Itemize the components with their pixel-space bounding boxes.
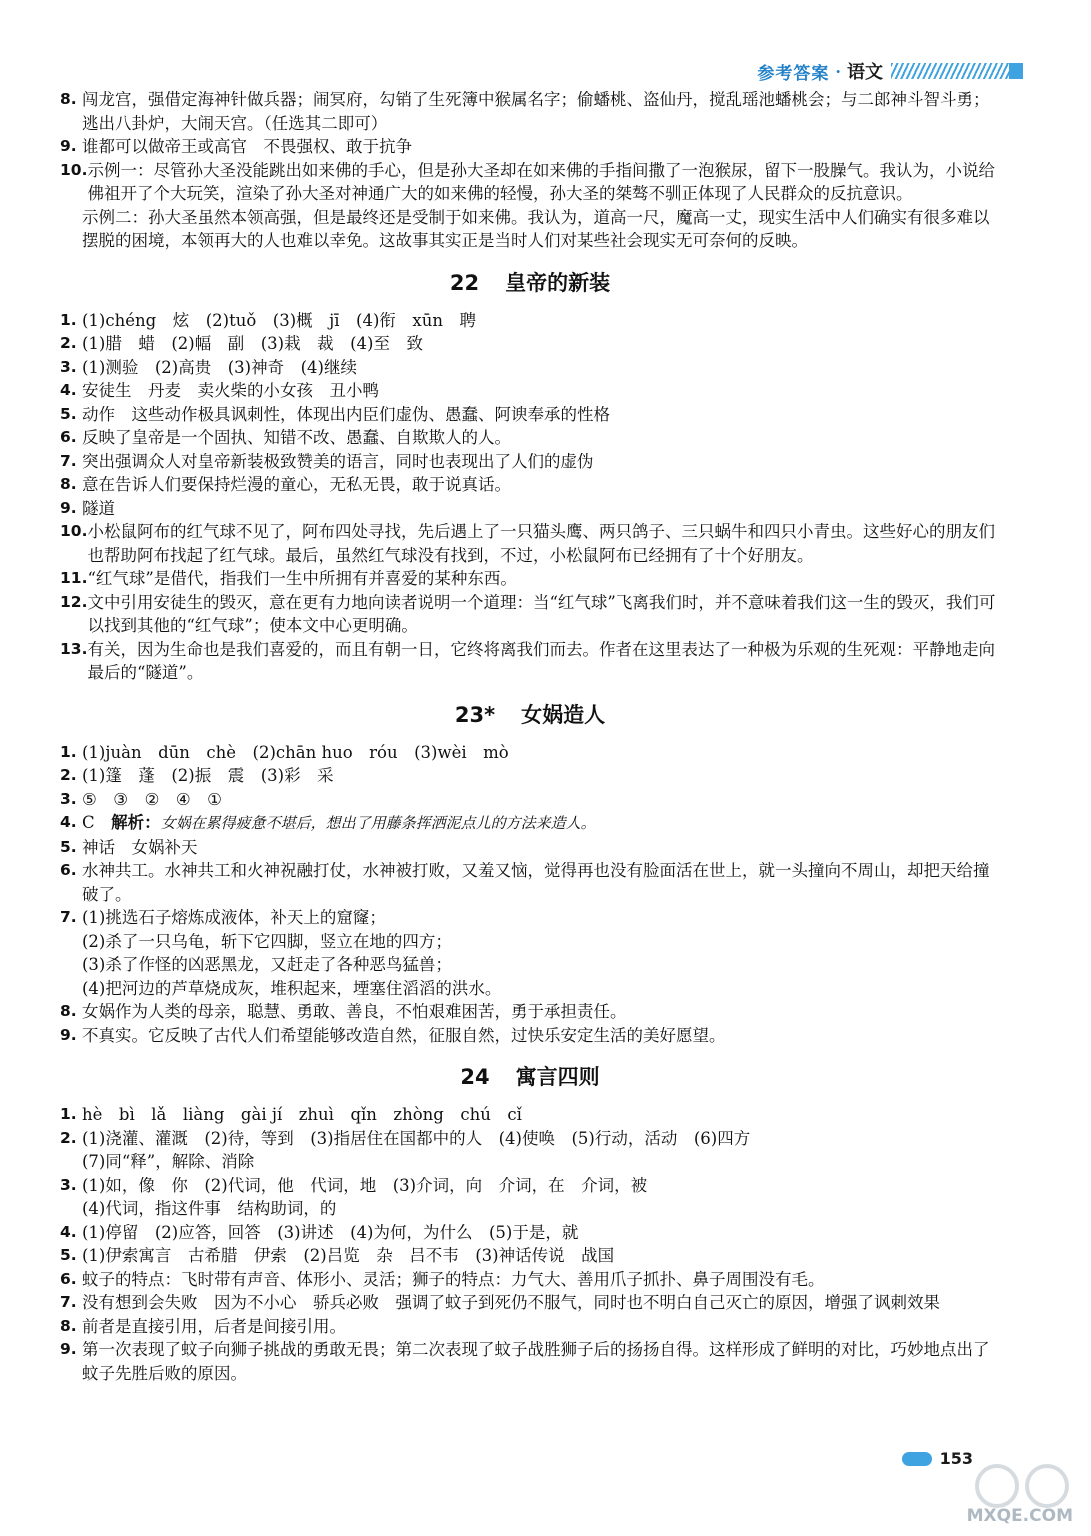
answer-item: [60, 764, 1000, 788]
item-number: 1.: [60, 742, 77, 761]
answer-item: [60, 135, 1000, 159]
item-text: (1)如，像 你 (2)代词，他 代词，地 (3)介词，向 介词，在 介词，被: [82, 1175, 648, 1195]
answer-item: [60, 741, 1000, 765]
item-number: 6.: [60, 428, 77, 446]
item-continuation: 示例二：孙大圣虽然本领高强，但是最终还是受制于如来佛。我认为，道高一尺，魔高一丈，现实生活中人们确实有很多难以摆脱的困境，本领再大的人也难以幸免。这故事其实正是当时人们对某些社会现实无可奈何的反映。: [82, 207, 990, 250]
answer-item: [60, 591, 1000, 638]
section-number: 23*: [454, 702, 496, 727]
answer-content: [60, 88, 1000, 1385]
section-number: 24: [460, 1065, 490, 1089]
item-text: 有关，因为生命也是我们喜爱的，而且有朝一日，它终将离我们而去。作者在这里表达了一种极为乐观的生死观：平静地走向最后的“隧道”。: [87, 639, 995, 682]
item-text: 小松鼠阿布的红气球不见了，阿布四处寻找，先后遇上了一只猫头鹰、两只鸽子、三只蜗牛和四只小青虫。这些好心的朋友们也帮助阿布找起了红气球。最后，虽然红气球没有找到，不过，小松鼠阿布已经拥有了十个好朋友。: [87, 522, 995, 565]
item-text: hè bì lǎ liàng gài jí zhuì qǐn zhòng chú cǐ: [82, 1105, 522, 1124]
analysis-text: 女娲在累得疲惫不堪后，想出了用藤条挥洒泥点儿的方法来造人。: [160, 814, 596, 832]
item-continuation: (3)杀了作怪的凶恶黑龙，又赶走了各种恶鸟猛兽；: [82, 955, 452, 974]
item-number: 8.: [60, 90, 77, 108]
answer-item: [60, 450, 1000, 474]
answer-choice: C: [82, 813, 112, 832]
item-number: 10.: [60, 160, 88, 179]
item-text: 意在告诉人们要保持烂漫的童心，无私无畏，敢于说真话。: [82, 475, 511, 494]
item-number: 8.: [60, 475, 77, 493]
page-number-decoration: [902, 1452, 932, 1466]
section-heading: [60, 267, 1000, 297]
item-number: 1.: [60, 1105, 77, 1123]
item-number: 10.: [60, 522, 88, 540]
item-number: 7.: [60, 1293, 77, 1311]
answer-item: [60, 426, 1000, 450]
item-continuation: (7)同“释”，解除、消除: [82, 1152, 255, 1171]
item-text: 示例一：尽管孙大圣没能跳出如来佛的手心，但是孙大圣却在如来佛的手指间撒了一泡猴尿，留下一股臊气。我认为，小说给佛祖开了个大玩笑，渲染了孙大圣对神通广大的如来佛的轻慢，孙大圣的桀骜不驯正体现了人民群众的反抗意识。: [87, 160, 995, 203]
answer-item: [60, 788, 1000, 812]
answer-item: [60, 159, 1000, 206]
answer-item: [60, 1338, 1000, 1385]
item-text: 隧道: [82, 498, 115, 518]
answer-item: [60, 906, 1000, 930]
item-text: (1)浇灌、灌溉 (2)待，等到 (3)指居住在国都中的人 (4)使唤 (5)行动，活动 (6)四方: [82, 1128, 751, 1148]
item-number: 11.: [60, 569, 88, 587]
answer-item: [60, 379, 1000, 403]
item-number: 4.: [60, 381, 77, 399]
answer-item: [60, 1291, 1000, 1315]
section-title: 皇帝的新装: [505, 270, 611, 295]
answer-item: [60, 1268, 1000, 1292]
item-text: 水神共工。水神共工和火神祝融打仗，水神被打败，又羞又恼，觉得再也没有脸面活在世上，就一头撞向不周山，却把天给撞破了。: [82, 861, 990, 904]
answer-item: [60, 497, 1000, 521]
item-number: 4.: [60, 1222, 77, 1241]
item-number: 1.: [60, 310, 77, 329]
item-text: (1)停留 (2)应答，回答 (3)讲述 (4)为何，为什么 (5)于是，就: [82, 1222, 579, 1242]
item-number: 3.: [60, 357, 77, 376]
item-text: 蚊子的特点：飞时带有声音、体形小、灵活；狮子的特点：力气大、善用爪子抓扑、鼻子周围没有毛。: [82, 1269, 825, 1289]
item-number: 5.: [60, 1246, 77, 1264]
item-text: 第一次表现了蚊子向狮子挑战的勇敢无畏；第二次表现了蚊子战胜狮子后的扬扬自得。这样形成了鲜明的对比，巧妙地点出了蚊子先胜后败的原因。: [82, 1340, 990, 1383]
item-number: 13.: [60, 639, 88, 658]
item-number: 9.: [60, 498, 77, 517]
header-title: 参考答案: [757, 63, 830, 84]
item-continuation: (2)杀了一只乌龟，斩下它四脚，竖立在地的四方；: [82, 931, 452, 951]
item-number: 8.: [60, 1316, 77, 1335]
answer-item: [60, 1221, 1000, 1245]
answer-item: [60, 567, 1000, 591]
answer-item: [60, 638, 1000, 685]
item-number: 9.: [60, 137, 77, 155]
item-number: 4.: [60, 813, 77, 831]
answer-item: [60, 1000, 1000, 1024]
item-number: 5.: [60, 404, 77, 423]
item-text: 谁都可以做帝王或高官 不畏强权、敢于抗争: [82, 137, 412, 156]
item-number: 8.: [60, 1002, 77, 1020]
item-text: 文中引用安徒生的毁灭，意在更有力地向读者说明一个道理：当“红气球”飞离我们时，并不意味着我们这一生的毁灭，我们可以找到其他的“红气球”；使本文中心更明确。: [87, 592, 996, 635]
section-title: 寓言四则: [515, 1065, 600, 1089]
page-header: [757, 58, 1023, 84]
item-number: 3.: [60, 1175, 77, 1194]
answer-item: [60, 859, 1000, 906]
watermark-text: MXQE.COM: [966, 1506, 1073, 1526]
page-number: 153: [939, 1449, 973, 1468]
item-text: 前者是直接引用，后者是间接引用。: [82, 1316, 346, 1336]
item-text: “红气球”是借代，指我们一生中所拥有并喜爱的某种东西。: [87, 569, 517, 588]
section-heading: [60, 1061, 1000, 1091]
item-continuation: (4)代词，指这件事 结构助词，的: [82, 1199, 337, 1218]
answer-item: [60, 88, 1000, 135]
item-text: 闯龙宫，强借定海神针做兵器；闹冥府，勾销了生死簿中猴属名字；偷蟠桃、盗仙丹，搅乱瑶池蟠桃会；与二郎神斗智斗勇；逃出八卦炉，大闹天宫。（任选其二即可）: [82, 90, 990, 133]
section-heading: [60, 699, 1000, 729]
answer-item: [60, 1244, 1000, 1268]
item-number: 2.: [60, 334, 77, 352]
item-text: 反映了皇帝是一个固执、知错不改、愚蠢、自欺欺人的人。: [82, 428, 511, 447]
header-subject: 语文: [847, 62, 883, 83]
item-text: (1)腊 蜡 (2)幅 副 (3)栽 裁 (4)至 致: [82, 334, 423, 353]
item-text: 神话 女娲补天: [82, 837, 198, 857]
item-text: 动作 这些动作极具讽刺性，体现出内臣们虚伪、愚蠢、阿谀奉承的性格: [82, 404, 610, 424]
item-text: [82, 811, 1000, 836]
answer-item: [60, 1315, 1000, 1339]
item-text: (1)伊索寓言 古希腊 伊索 (2)吕览 杂 吕不韦 (3)神话传说 战国: [82, 1246, 615, 1265]
item-text: 不真实。它反映了古代人们希望能够改造自然，征服自然，过快乐安定生活的美好愿望。: [82, 1025, 726, 1045]
item-continuation: (4)把河边的芦草烧成灰，堆积起来，堙塞住滔滔的洪水。: [82, 978, 502, 998]
analysis-label: 解析：: [111, 813, 161, 832]
answer-item: [60, 1174, 1000, 1198]
answer-item: [60, 309, 1000, 333]
item-number: 5.: [60, 837, 77, 856]
section-number: 22: [449, 270, 480, 295]
item-number: 9.: [60, 1340, 77, 1358]
answer-item: [60, 836, 1000, 860]
item-number: 6.: [60, 861, 77, 879]
item-number: 3.: [60, 789, 77, 808]
answer-item: [60, 811, 1000, 836]
item-number: 7.: [60, 451, 77, 470]
item-text: ⑤ ③ ② ④ ①: [82, 789, 222, 809]
answer-item: [60, 1103, 1000, 1127]
item-number: 6.: [60, 1269, 77, 1288]
header-stripes-decoration: [891, 63, 1023, 79]
answer-item: [60, 356, 1000, 380]
item-number: 9.: [60, 1025, 77, 1044]
item-text: 女娲作为人类的母亲，聪慧、勇敢、善良，不怕艰难困苦，勇于承担责任。: [82, 1002, 627, 1021]
answer-item: [60, 1024, 1000, 1048]
item-number: 2.: [60, 766, 77, 784]
page-footer: [902, 1449, 973, 1468]
header-separator: ·: [835, 61, 841, 81]
item-number: 7.: [60, 908, 77, 926]
item-text: (1)juàn dūn chè (2)chān huo róu (3)wèi mò: [82, 742, 509, 762]
item-text: 突出强调众人对皇帝新装极致赞美的语言，同时也表现出了人们的虚伪: [82, 451, 594, 471]
item-text: (1)挑选石子熔炼成液体，补天上的窟窿；: [82, 908, 386, 927]
item-text: (1)篷 蓬 (2)振 震 (3)彩 采: [82, 766, 334, 785]
item-number: 2.: [60, 1128, 77, 1147]
answer-item: [60, 403, 1000, 427]
answer-item: [60, 1127, 1000, 1151]
section-title: 女娲造人: [521, 702, 606, 727]
item-text: (1)测验 (2)高贵 (3)神奇 (4)继续: [82, 357, 357, 377]
item-number: 12.: [60, 592, 88, 611]
item-text: 没有想到会失败 因为不小心 骄兵必败 强调了蚊子到死仍不服气，同时也不明白自己灭亡的原因，增强了讽刺效果: [82, 1293, 940, 1312]
answer-item: [60, 520, 1000, 567]
answer-item: [60, 473, 1000, 497]
answer-item: [60, 332, 1000, 356]
item-text: 安徒生 丹麦 卖火柴的小女孩 丑小鸭: [82, 381, 379, 400]
item-text: (1)chéng 炫 (2)tuǒ (3)概 jī (4)衔 xūn 聘: [82, 310, 476, 330]
